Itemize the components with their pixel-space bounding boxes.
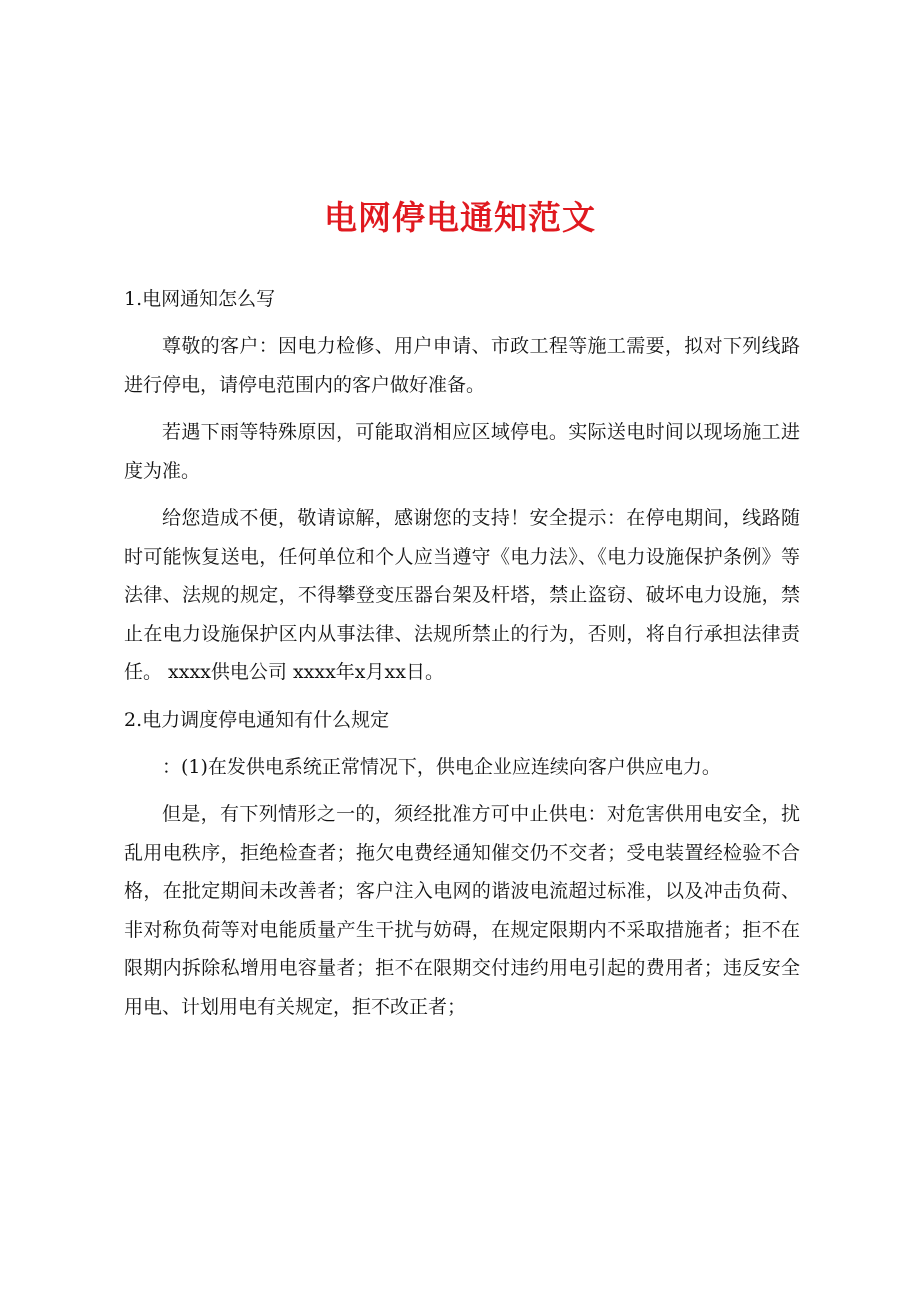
page-title: 电网停电通知范文	[324, 198, 596, 237]
paragraph: ：(1)在发供电系统正常情况下，供电企业应连续向客户供应电力。	[162, 755, 721, 778]
section-heading: 2.电力调度停电通知有什么规定	[124, 708, 390, 731]
paragraph: 尊敬的客户：因电力检修、用户申请、市政工程等施工需要，拟对下列线路进行停电，请停电范围内的客户做好准备。	[124, 335, 800, 396]
document-body	[124, 280, 800, 1035]
section-heading: 1.电网通知怎么写	[124, 288, 276, 310]
section-2	[124, 701, 800, 1027]
paragraph: 给您造成不便，敬请谅解，感谢您的支持！安全提示：在停电期间，线路随时可能恢复送电，任何单位和个人应当遵守《电力法》、《电力设施保护条例》等法律、法规的规定，不得攀登变压器台架及杆塔，禁止盗窃、破坏电力设施，禁止在电力设施保护区内从事法律、法规所禁止的行为，否则，将自行承担法律责任。 xxxx供电公司 xxxx年x月xx日。	[124, 507, 800, 683]
section-1	[124, 280, 800, 692]
paragraph: 若遇下雨等特殊原因，可能取消相应区域停电。实际送电时间以现场施工进度为准。	[124, 421, 800, 482]
paragraph: 但是，有下列情形之一的，须经批准方可中止供电：对危害供用电安全，扰乱用电秩序，拒绝检查者；拖欠电费经通知催交仍不交者；受电装置经检验不合格，在批定期间未改善者；客户注入电网的谐波电流超过标准，以及冲击负荷、非对称负荷等对电能质量产生干扰与妨碍，在规定限期内不采取措施者；拒不在限期内拆除私增用电容量者；拒不在限期交付违约用电引起的费用者；违反安全用电、计划用电有关规定，拒不改正者；	[124, 803, 800, 1018]
